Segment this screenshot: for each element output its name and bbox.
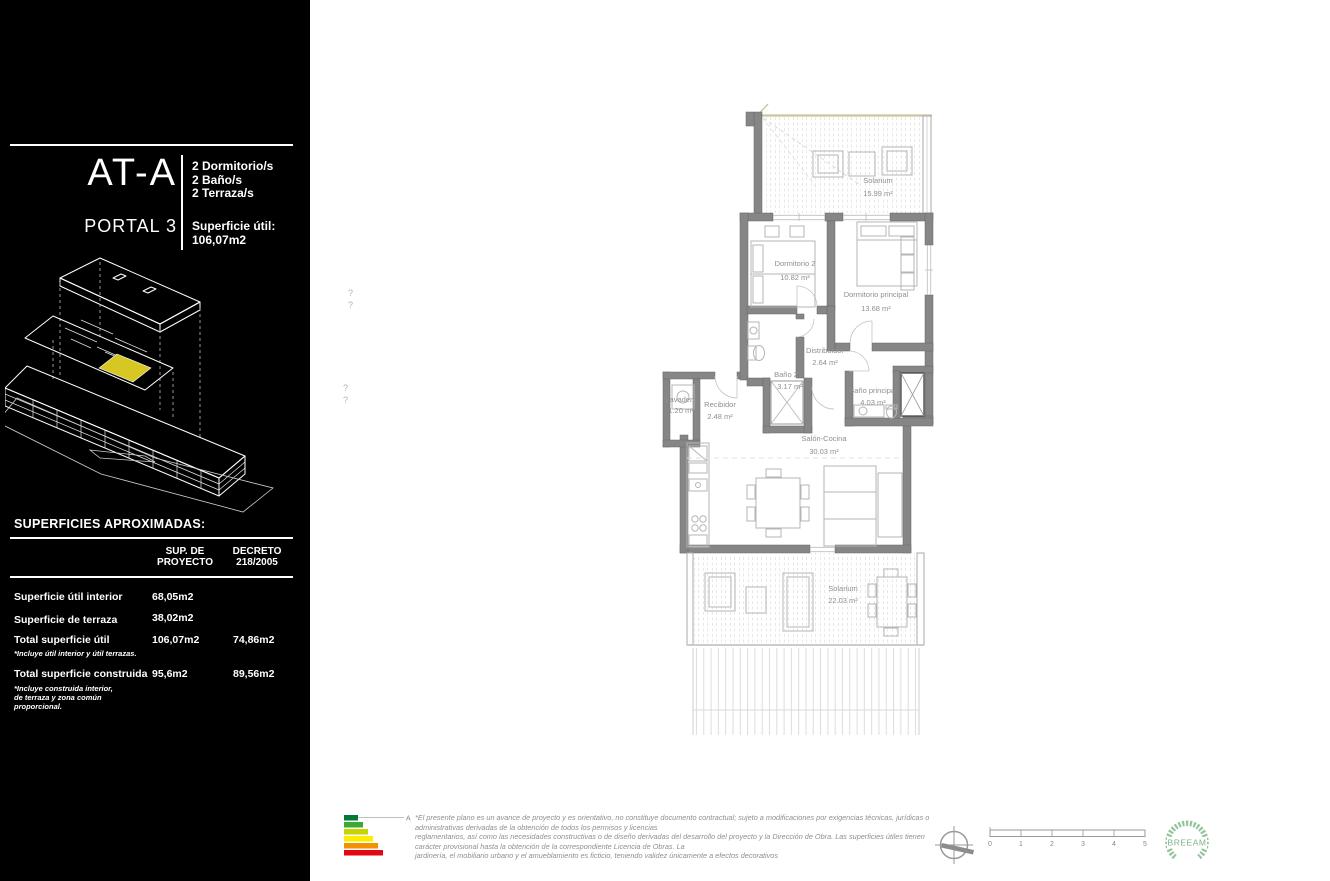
- room-area-solarium-bottom: 22.03 m²: [828, 596, 858, 605]
- svg-text:4: 4: [1112, 841, 1116, 848]
- svg-text:5: 5: [1143, 841, 1147, 848]
- feature-bathrooms: 2 Baño/s: [192, 172, 243, 187]
- table-row-construida-label: Total superficie construida: [14, 668, 148, 680]
- useful-area-value: 106,07m2: [192, 232, 247, 247]
- breeam-logo: [1160, 814, 1214, 872]
- room-label-recibidor: Recibidor: [704, 400, 736, 409]
- col-header-proyecto: SUP. DE PROYECTO: [157, 546, 213, 568]
- table-row-total-util-label: Total superficie útil: [14, 634, 110, 646]
- room-label-banio-principal: Baño principal: [849, 386, 897, 395]
- table-row-util-interior-label: Superficie útil interior: [14, 591, 123, 603]
- unit-features: [192, 160, 273, 201]
- room-label-banio2: Baño 2: [774, 370, 798, 379]
- room-label-lavadero: Lavadero: [665, 395, 697, 404]
- room-label-solarium-bottom: Solarium: [828, 584, 858, 593]
- table-row-terraza-value: 38,02m2: [152, 612, 194, 624]
- room-area-dormitorio2: 10.82 m²: [780, 273, 810, 282]
- terrace-bottom: [687, 553, 924, 645]
- room-area-distribuidor: 2.64 m²: [812, 358, 838, 367]
- room-area-salon-cocina: 30.03 m²: [809, 447, 839, 456]
- energy-grade-letter: A: [406, 815, 411, 823]
- divider-vertical: [181, 155, 183, 250]
- table-row-util-interior-value: 68,05m2: [152, 591, 194, 603]
- floor-plan: [620, 95, 1020, 745]
- building-axonometric-diagram: [5, 250, 305, 520]
- window: [810, 547, 835, 551]
- feature-bedrooms: 2 Dormitorio/s: [192, 159, 274, 173]
- room-area-recibidor: 2.48 m²: [707, 412, 733, 421]
- table-row-total-util-proyecto: 106,07m2: [152, 634, 200, 646]
- unit-name: AT-A: [87, 152, 177, 194]
- terrace-top: [746, 104, 932, 215]
- portal-name: PORTAL 3: [84, 216, 177, 236]
- disclaimer-text: *El presente plano es un avance de proyecto y es orientativo, no constituye documento contractual; sujeto a modificaciones por exigencias técnicas, jurídicas o administrativas derivadas de la obtención de todos los permisos y licencias reglamentarios, así como las necesidades constructivas o de diseño derivadas del desarrollo del proyecto y la Dirección de Obra. Las superficies útiles tienen carácter provisional hasta la obtención de la correspondiente Licencia de Obras. La jardinería, el mobiliario urbano y el amueblamiento es ficticio, teniendo validez únicamente a efectos decorativos: [415, 813, 930, 860]
- divider-table-top: [10, 537, 293, 539]
- placeholder-glyph: ?: [343, 395, 349, 405]
- divider-table-mid: [10, 576, 293, 578]
- pool-outline: [90, 450, 155, 462]
- breeam-text: BREEAM: [1167, 837, 1207, 848]
- highlighted-unit: [99, 354, 151, 382]
- pergola-hatch: [693, 648, 919, 735]
- feature-terraces: 2 Terraza/s: [192, 186, 254, 200]
- window: [843, 213, 890, 221]
- sidebar-panel: [0, 0, 310, 881]
- svg-text:1: 1: [1019, 841, 1023, 848]
- room-area-solarium-top: 15.99 m²: [863, 189, 893, 198]
- room-area-banio2: 3.17 m²: [777, 382, 803, 391]
- useful-area-label: Superficie útil:: [192, 219, 276, 233]
- svg-text:3: 3: [1081, 841, 1085, 848]
- room-area-lavadero: 1.20 m²: [668, 406, 694, 415]
- building-mass: [5, 366, 245, 496]
- table-row-construida-proyecto: 95,6m2: [152, 668, 188, 680]
- placeholder-glyph: ?: [348, 288, 354, 298]
- col-header-decreto: DECRETO 218/2005: [232, 546, 282, 568]
- note-construida: *Incluye construida interior, de terraza y zona común proporcional.: [14, 684, 113, 711]
- room-label-solarium-top: Solarium: [863, 176, 893, 185]
- areas-table-title: SUPERFICIES APROXIMADAS:: [14, 517, 206, 531]
- table-row-total-util-decreto: 74,86m2: [233, 634, 275, 646]
- room-label-dormitorio-principal: Dormitorio principal: [843, 290, 909, 299]
- table-row-construida-decreto: 89,56m2: [233, 668, 275, 680]
- window: [773, 213, 825, 221]
- compass-icon: [930, 822, 978, 870]
- floor-plate: [25, 316, 173, 420]
- room-label-salon-cocina: Salón-Cocina: [801, 434, 847, 443]
- energy-rating-icon: [340, 813, 420, 861]
- window: [925, 245, 933, 295]
- room-area-dormitorio-principal: 13.68 m²: [861, 304, 891, 313]
- table-row-terraza-label: Superficie de terraza: [14, 614, 118, 626]
- room-label-distribuidor: Distribuidor: [806, 346, 844, 355]
- note-total-util: *Incluye útil interior y útil terrazas.: [14, 649, 137, 658]
- room-area-banio-principal: 4.03 m²: [860, 398, 886, 407]
- placeholder-glyph: ?: [348, 300, 354, 310]
- svg-text:2: 2: [1050, 841, 1054, 848]
- room-label-dormitorio2: Dormitorio 2: [774, 259, 816, 268]
- divider-top: [10, 144, 293, 146]
- placeholder-glyph: ?: [343, 383, 349, 393]
- svg-text:0: 0: [988, 841, 992, 848]
- useful-area-block: [192, 220, 275, 247]
- scale-bar: [988, 826, 1154, 850]
